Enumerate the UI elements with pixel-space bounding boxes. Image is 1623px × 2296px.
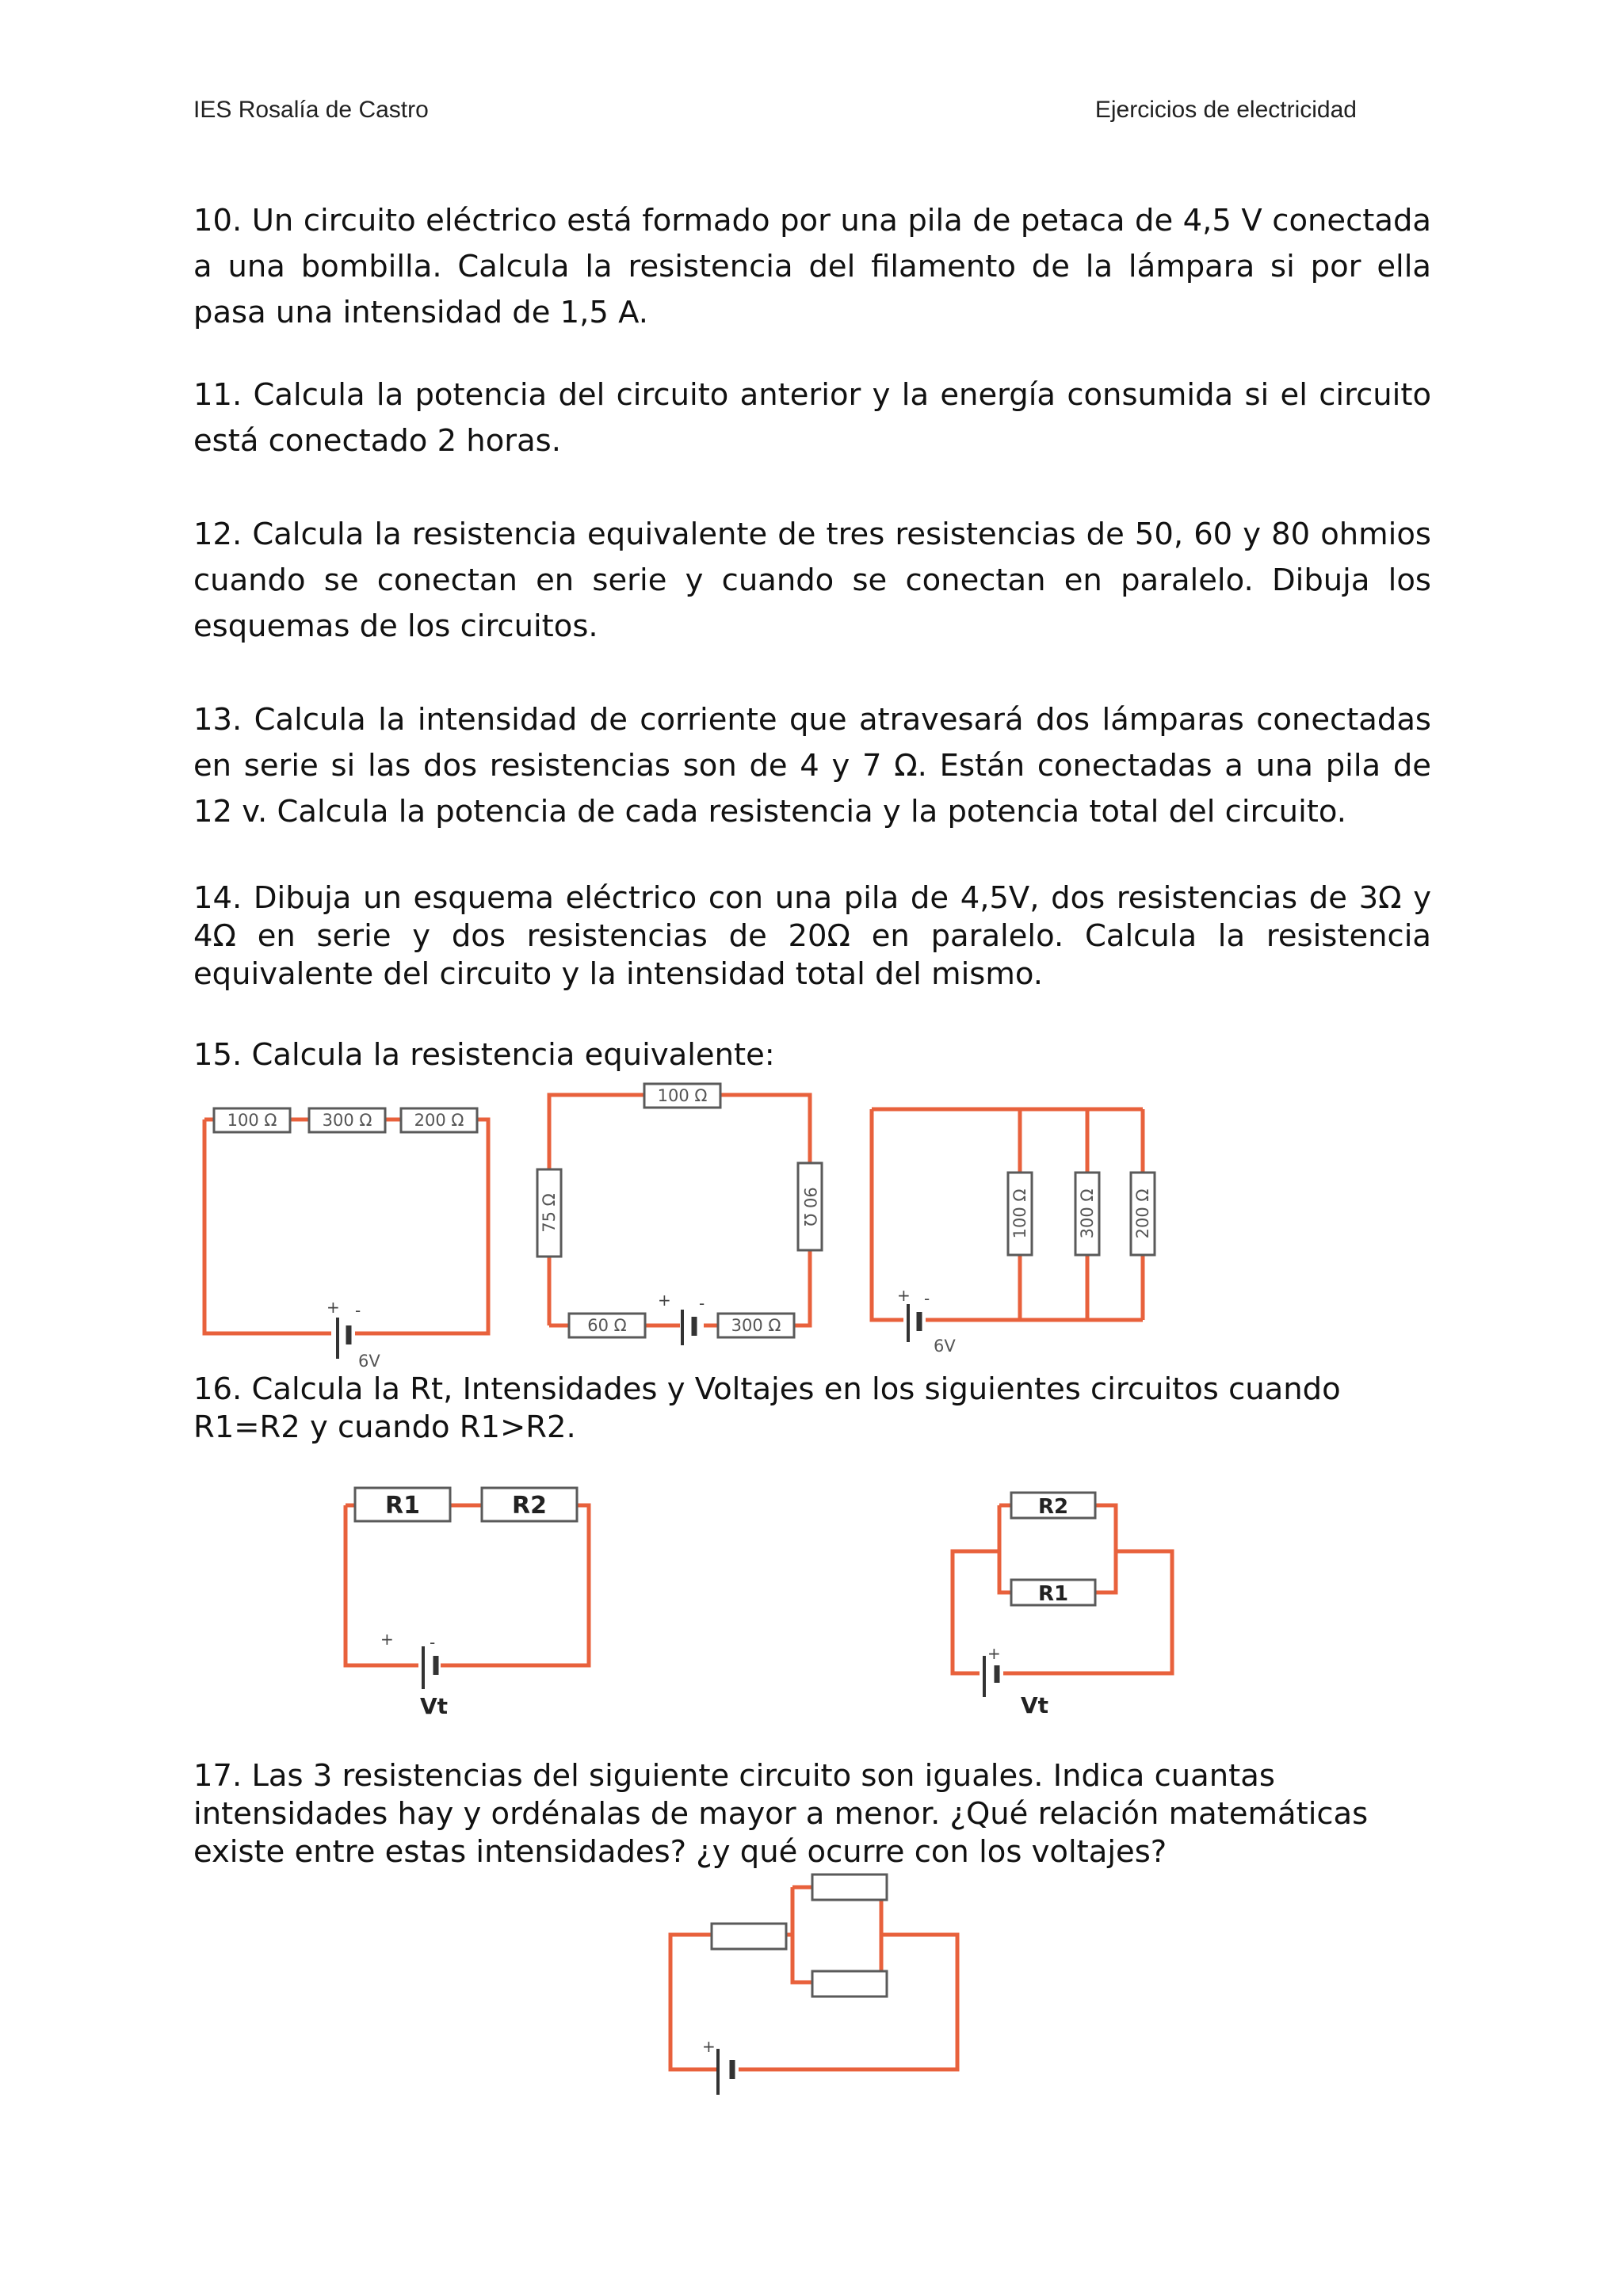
resistor-15a-3-label: 200 Ω bbox=[414, 1111, 464, 1130]
circuit-17 bbox=[666, 1870, 967, 2100]
question-10: 10. Un circuito eléctrico está formado por una pila de petaca de 4,5 V conectada a una bombilla. Calcula la resistencia del filamento de la lámpara si por ella pasa una intensidad de 1,5 A. bbox=[193, 203, 1431, 330]
battery-16a-minus: - bbox=[430, 1633, 436, 1652]
battery-15c-voltage: 6V bbox=[934, 1337, 956, 1356]
question-17: 17. Las 3 resistencias del siguiente circuito son iguales. Indica cuantas intensidades hay y ordénalas de mayor a menor. ¿Qué relación matemáticas existe entre estas intensidades? ¿y qué ocurre con los voltajes? bbox=[193, 1758, 1369, 1870]
battery-16a-plus: + bbox=[380, 1630, 394, 1649]
resistor-15b-bottom-left-label: 60 Ω bbox=[587, 1316, 627, 1335]
resistor-15b-right-label: 90 Ω bbox=[800, 1187, 819, 1226]
question-16: 16. Calcula la Rt, Intensidades y Voltajes en los siguientes circuitos cuando R1=R2 y cuando R1>R2. bbox=[193, 1371, 1341, 1445]
resistor-15c-3-label: 200 Ω bbox=[1133, 1188, 1152, 1239]
circuit-16b bbox=[948, 1489, 1178, 1719]
battery-15a-voltage: 6V bbox=[358, 1352, 380, 1371]
resistor-15b-bottom-right-label: 300 Ω bbox=[731, 1316, 781, 1335]
battery-15b-minus: - bbox=[699, 1294, 705, 1313]
resistor-17-series bbox=[712, 1924, 786, 1949]
resistor-15b-left-label: 75 Ω bbox=[540, 1193, 559, 1233]
battery-16a bbox=[423, 1646, 436, 1689]
resistor-17-bottom bbox=[812, 1971, 887, 1997]
resistor-15c-1-label: 100 Ω bbox=[1010, 1188, 1029, 1239]
battery-15a bbox=[338, 1318, 349, 1359]
circuit-15a bbox=[197, 1097, 498, 1371]
battery-15b bbox=[682, 1310, 694, 1345]
battery-15a-minus: - bbox=[355, 1301, 361, 1320]
resistor-15a-2-label: 300 Ω bbox=[322, 1111, 372, 1130]
battery-16a-voltage: Vt bbox=[420, 1693, 449, 1719]
header-title: Ejercicios de electricidad bbox=[1094, 97, 1357, 123]
battery-17 bbox=[718, 2049, 732, 2095]
resistor-16a-r1-label: R1 bbox=[385, 1492, 420, 1520]
circuit-16a bbox=[339, 1482, 597, 1719]
battery-16b-plus: + bbox=[987, 1644, 1001, 1663]
battery-17-plus: + bbox=[702, 2037, 716, 2056]
resistor-16a-r2-label: R2 bbox=[512, 1492, 547, 1520]
battery-15c-plus: + bbox=[897, 1286, 911, 1305]
resistor-16b-r2-label: R2 bbox=[1037, 1495, 1069, 1519]
circuit-15b bbox=[537, 1084, 823, 1345]
resistor-15c-2-label: 300 Ω bbox=[1078, 1188, 1097, 1239]
question-15: 15. Calcula la resistencia equivalente: bbox=[193, 1037, 775, 1073]
circuit-15c bbox=[867, 1100, 1168, 1361]
resistor-17-top bbox=[812, 1875, 887, 1900]
battery-15b-plus: + bbox=[658, 1291, 671, 1310]
header-school: IES Rosalía de Castro bbox=[193, 97, 429, 123]
battery-16b-voltage: Vt bbox=[1021, 1692, 1049, 1718]
battery-15c bbox=[908, 1304, 919, 1342]
question-11: 11. Calcula la potencia del circuito anterior y la energía consumida si el circuito está conectado 2 horas. bbox=[193, 377, 1431, 459]
resistor-15a-1-label: 100 Ω bbox=[227, 1111, 277, 1130]
question-12: 12. Calcula la resistencia equivalente de tres resistencias de 50, 60 y 80 ohmios cuando se conectan en serie y cuando se conectan en paralelo. Dibuja los esquemas de los circuitos. bbox=[193, 517, 1431, 644]
battery-15c-minus: - bbox=[924, 1289, 930, 1308]
battery-15a-plus: + bbox=[327, 1298, 340, 1317]
resistor-16b-r1-label: R1 bbox=[1037, 1582, 1069, 1606]
question-13: 13. Calcula la intensidad de corriente que atravesará dos lámparas conectadas en serie si las dos resistencias son de 4 y 7 Ω. Están conectadas a una pila de 12 v. Calcula la potencia de cada resistencia y la potencia total del circuito. bbox=[193, 702, 1431, 830]
resistor-15b-top-label: 100 Ω bbox=[657, 1086, 708, 1105]
question-14: 14. Dibuja un esquema eléctrico con una pila de 4,5V, dos resistencias de 3Ω y 4Ω en serie y dos resistencias de 20Ω en paralelo. Calcula la resistencia equivalente del circuito y la intensidad total del mismo. bbox=[193, 880, 1431, 992]
